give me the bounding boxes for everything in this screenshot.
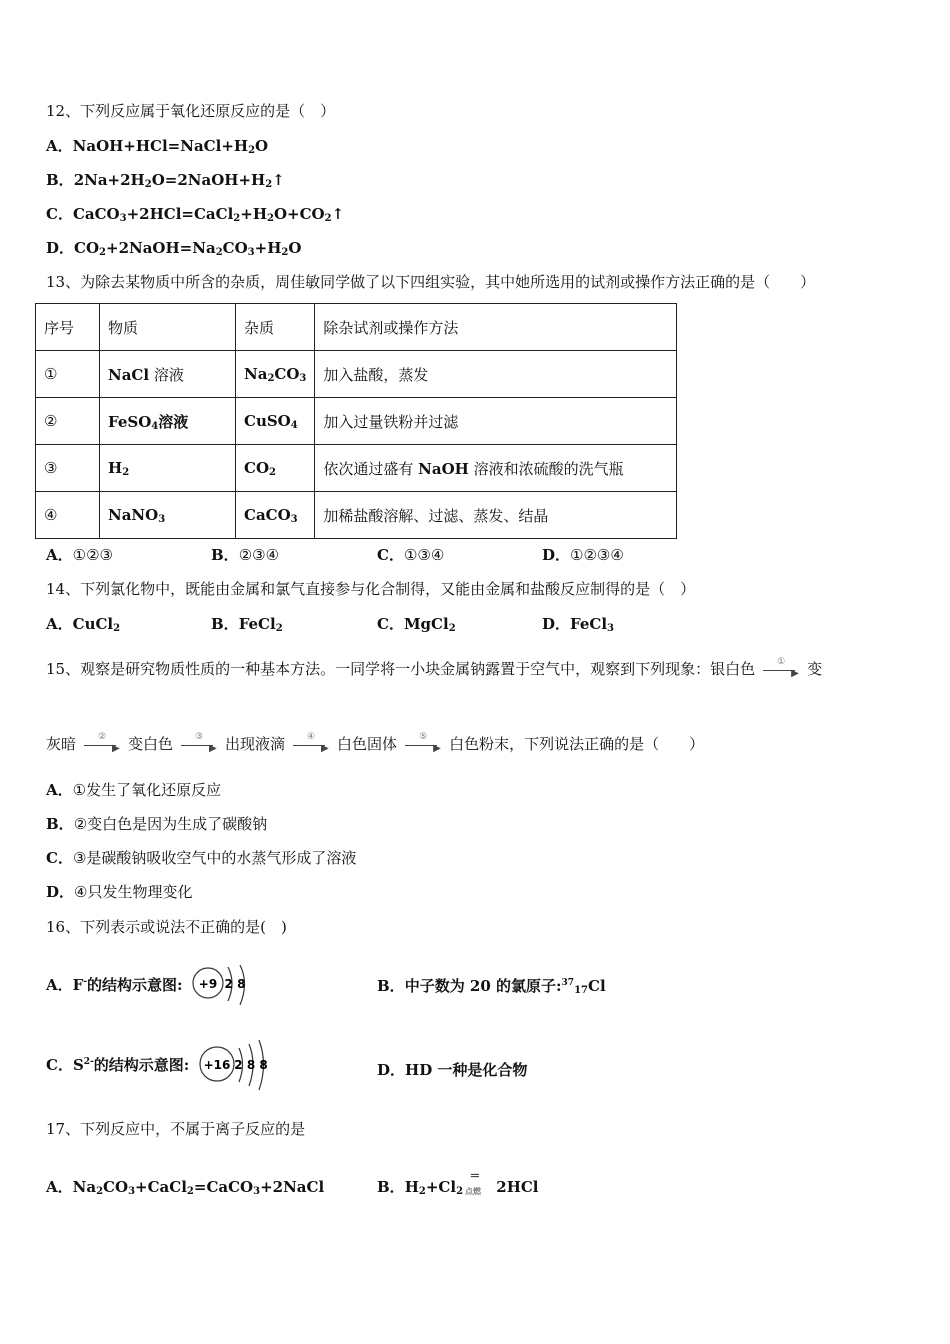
reaction-arrow-icon: ② ▶ (82, 735, 122, 755)
q16-option-d: D．HD 一种是化合物 (377, 1061, 528, 1079)
q17-stem: 17、下列反应中，不属于离子反应的是 (46, 1120, 306, 1138)
row-method: 加稀盐酸溶解、过滤、蒸发、结晶 (315, 492, 677, 539)
reaction-arrow-icon: ④ ▶ (291, 735, 331, 755)
q14-option-c: C．MgCl$_2$ (377, 615, 456, 634)
table-header: 除杂试剂或操作方法 (315, 304, 677, 351)
q12-option-c: C．$CaCO_3+2HCl=CaCl_2+H_2O+CO_2↑$ (46, 205, 345, 224)
ignition-condition-icon: ═ 点燃 (465, 1169, 482, 1196)
row-substance: NaCl 溶液 (100, 351, 236, 398)
q14-option-a: A．CuCl$_2$ (46, 615, 121, 634)
row-impurity: $Na_2CO_3$ (236, 351, 315, 398)
reaction-arrow-icon: ⑤ ▶ (403, 735, 443, 755)
svg-text:+9: +9 (198, 977, 218, 991)
q14-stem: 14、下列氯化物中，既能由金属和氯气直接参与化合制得，又能由金属和盐酸反应制得的是（ ） (46, 580, 696, 598)
row-substance: $H_2$ (100, 445, 236, 492)
q13-option-b: B．②③④ (211, 546, 280, 564)
q16-option-c: C．$S^{2-}$的结构示意图: +16 2 8 8 (46, 1032, 275, 1098)
row-no: ③ (36, 445, 100, 492)
q14-option-b: B．FeCl$_2$ (211, 615, 283, 634)
q15-option-b: B．②变白色是因为生成了碳酸钠 (46, 815, 268, 833)
row-substance: NaNO$_3$ (100, 492, 236, 539)
q13-option-c: C．①③④ (377, 546, 445, 564)
q12-option-d: D．$CO_2+2NaOH=Na_2CO_3+H_2O$ (46, 239, 302, 258)
row-method: 依次通过盛有 NaOH 溶液和浓硫酸的洗气瓶 (315, 445, 677, 492)
row-impurity: CaCO$_3$ (236, 492, 315, 539)
fluoride-atom-diagram-icon (188, 961, 254, 1011)
q15-stem-line2: 灰暗 ② ▶ 变白色 ③ ▶ 出现液滴 ④ ▶ 白色固体 ⑤ ▶ 白色粉末，下列说法正确的是（ ） (46, 732, 705, 754)
table-row (36, 445, 677, 492)
svg-text:+16: +16 (203, 1058, 230, 1072)
row-method: 加入盐酸，蒸发 (315, 351, 677, 398)
q16-option-b: B．中子数为 20 的氯原子:$^{37}_{17}$Cl (377, 977, 606, 996)
sulfide-ion-diagram-icon (195, 1036, 275, 1096)
row-impurity: $CO_2$ (236, 445, 315, 492)
q12-option-b: B．$2Na+2H_2O=2NaOH+H_2↑$ (46, 171, 285, 190)
q16-stem: 16、下列表示或说法不正确的是( ) (46, 918, 287, 936)
table-row (36, 351, 677, 398)
q13-option-d: D．①②③④ (542, 546, 624, 564)
reaction-arrow-icon: ③ ▶ (179, 735, 219, 755)
q16-option-a: A．F-的结构示意图: +9 2 8 (46, 957, 254, 1013)
row-method: 加入过量铁粉并过滤 (315, 398, 677, 445)
q17-option-a: A．$Na_2CO_3+CaCl_2=CaCO_3+2NaCl$ (46, 1178, 325, 1197)
row-no: ④ (36, 492, 100, 539)
table-row (36, 492, 677, 539)
q14-option-d: D．FeCl$_3$ (542, 615, 614, 634)
row-no: ② (36, 398, 100, 445)
q15-stem-line1: 15、观察是研究物质性质的一种基本方法。一同学将一小块金属钠露置于空气中，观察到下列现象：银白色 ① ▶ 变 (46, 657, 823, 679)
svg-text:2 8: 2 8 (224, 977, 246, 991)
q12-stem: 12、下列反应属于氧化还原反应的是（ ） (46, 102, 336, 120)
q17-option-b: B．$H_2+Cl_2$ ═ 点燃 2HCl (377, 1169, 539, 1197)
q15-option-c: C．③是碳酸钠吸收空气中的水蒸气形成了溶液 (46, 849, 357, 867)
q13-option-a: A．①②③ (46, 546, 113, 564)
q12-option-a: A．$NaOH+HCl=NaCl+H_2O$ (46, 137, 269, 156)
table-header: 杂质 (236, 304, 315, 351)
row-substance: FeSO$_4$溶液 (100, 398, 236, 445)
q13-table (35, 303, 677, 539)
table-header: 序号 (36, 304, 100, 351)
svg-text:2 8 8: 2 8 8 (233, 1058, 268, 1072)
table-header-row (36, 304, 677, 351)
reaction-arrow-icon: ① ▶ (761, 660, 801, 680)
q15-option-d: D．④只发生物理变化 (46, 883, 193, 901)
row-no: ① (36, 351, 100, 398)
q13-stem: 13、为除去某物质中所含的杂质，周佳敏同学做了以下四组实验，其中她所选用的试剂或操作方法正确的是（ ） (46, 273, 816, 291)
table-row (36, 398, 677, 445)
table-header: 物质 (100, 304, 236, 351)
q15-option-a: A．①发生了氧化还原反应 (46, 781, 222, 799)
row-impurity: CuSO$_4$ (236, 398, 315, 445)
